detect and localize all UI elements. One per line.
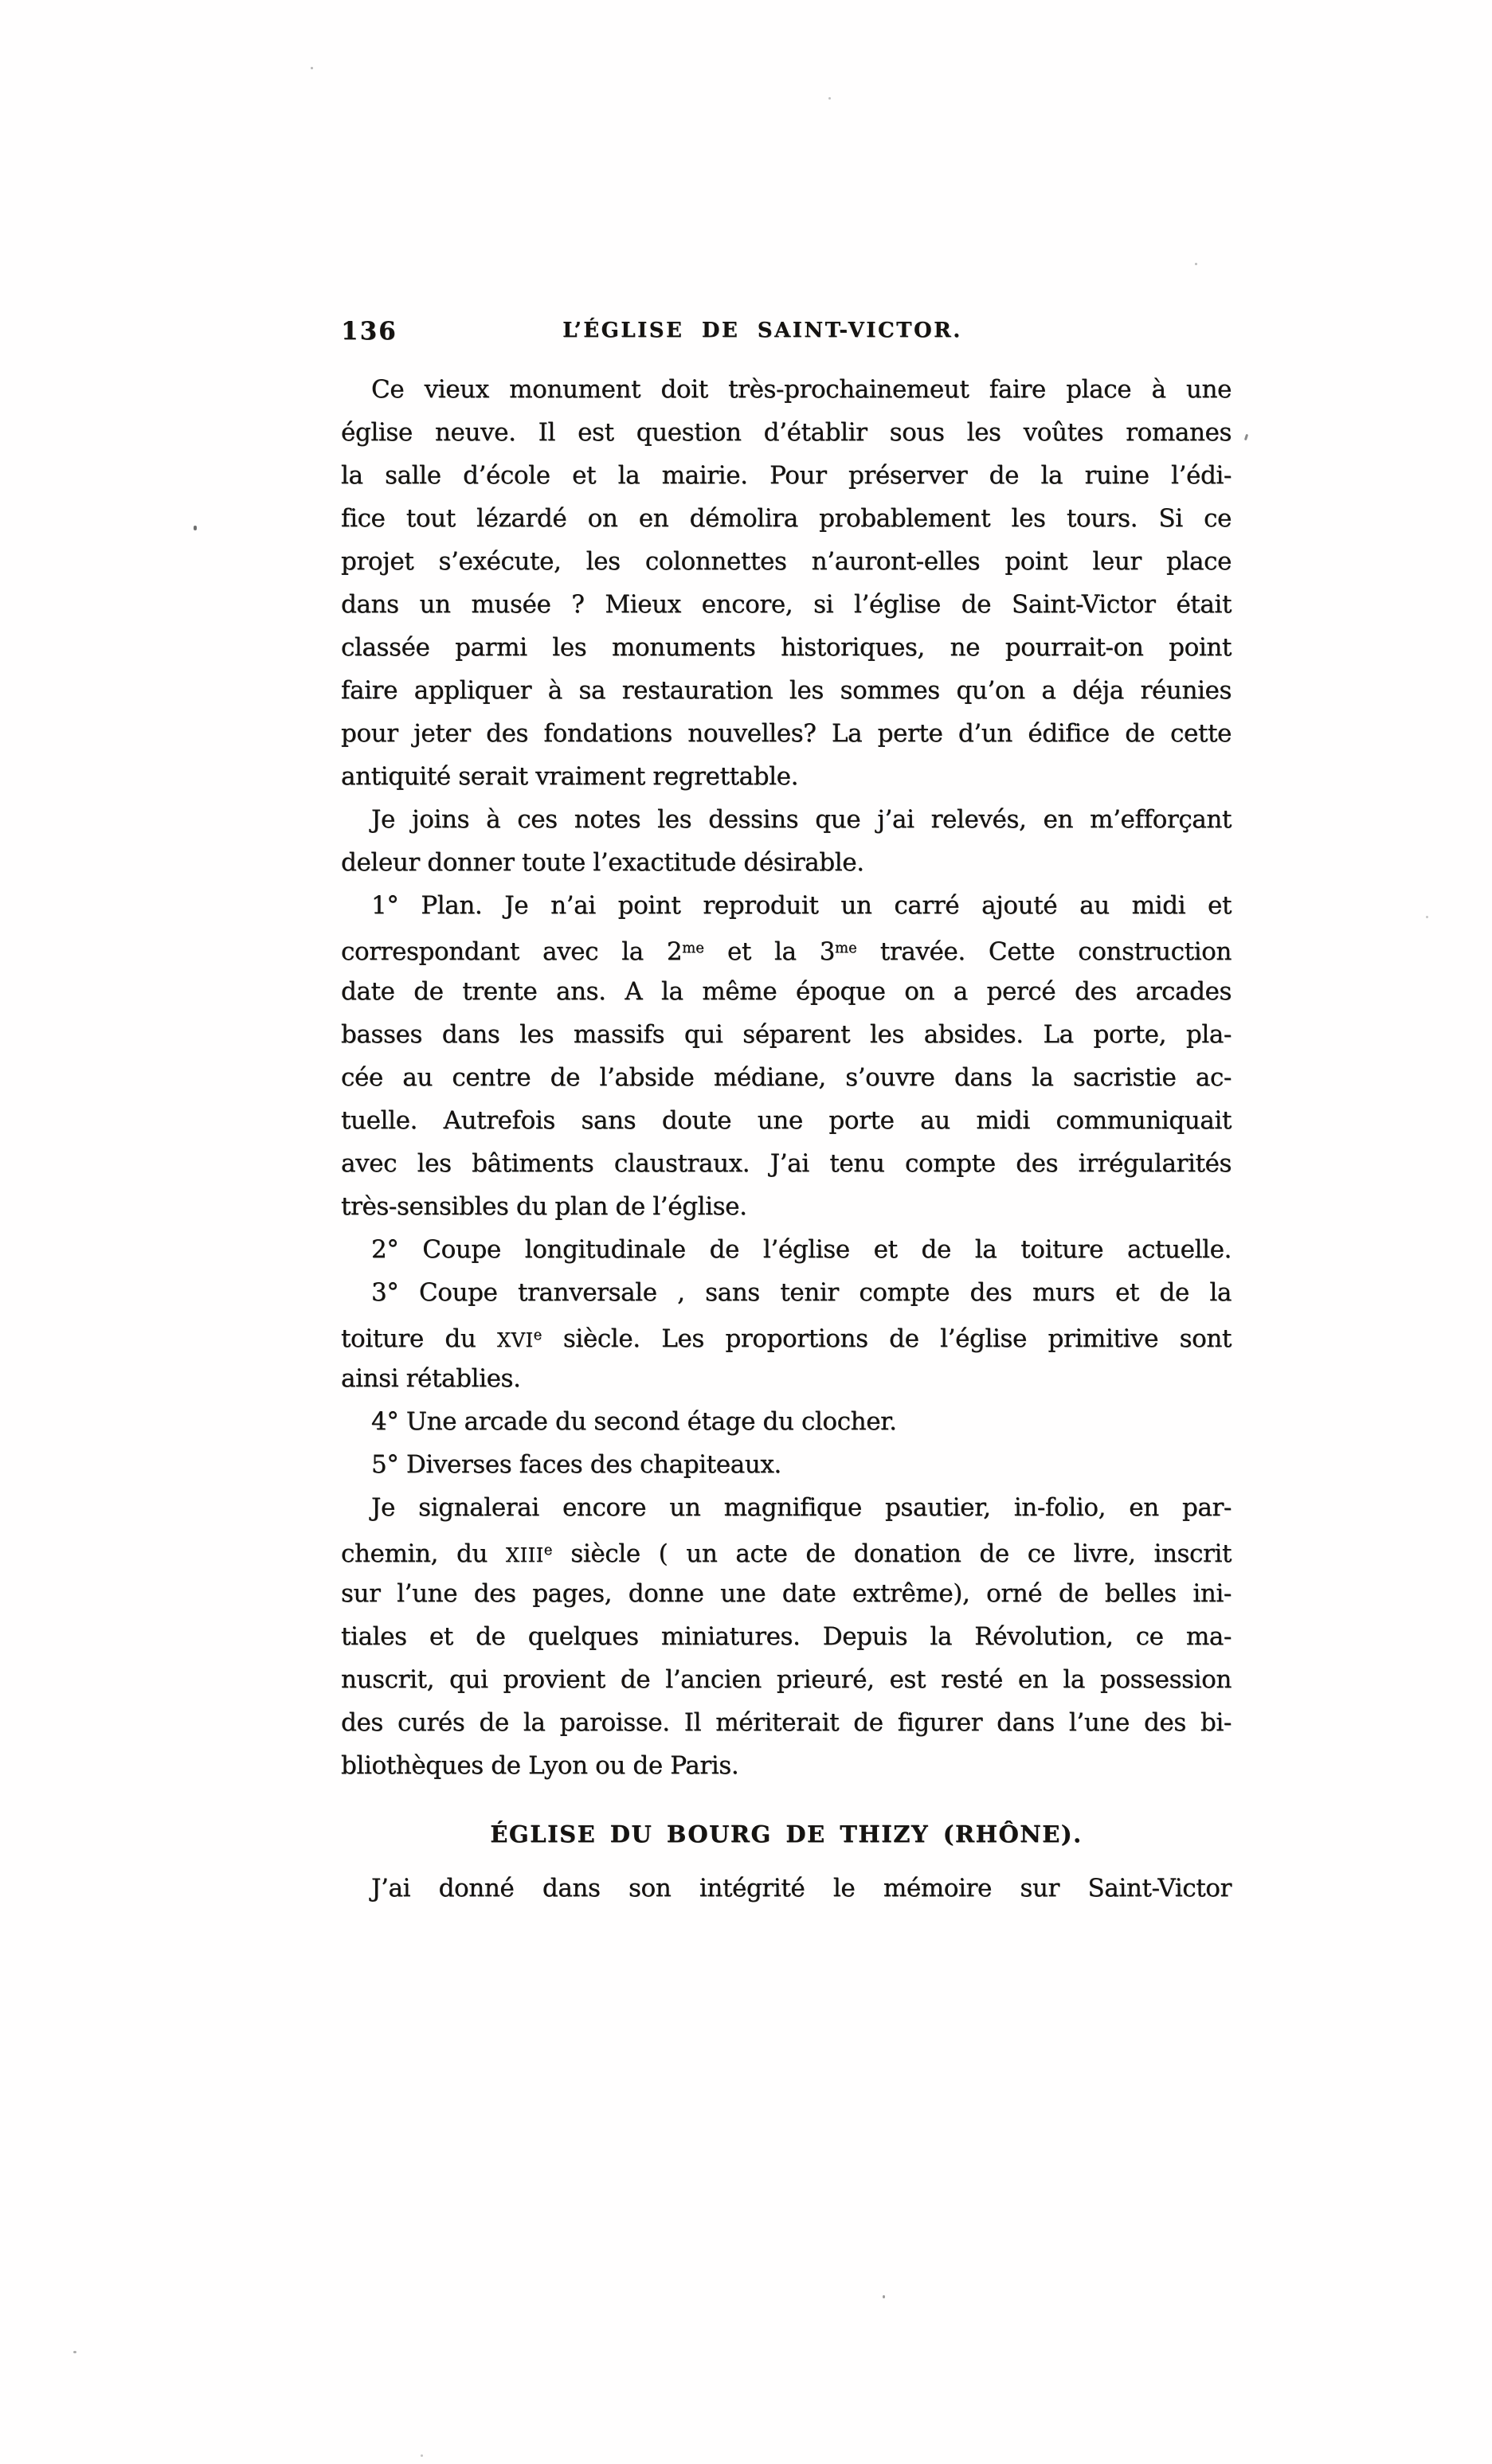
text-line bbox=[341, 1185, 1232, 1228]
text-segment: fice tout lézardé on en démolira probablement les tours. Si ce bbox=[341, 504, 1232, 533]
text-line bbox=[341, 1615, 1232, 1658]
text-line bbox=[341, 540, 1232, 583]
text-segment: et la 3 bbox=[703, 937, 836, 966]
text-line bbox=[341, 1228, 1232, 1271]
superscript: me bbox=[682, 940, 704, 956]
text-line bbox=[341, 1572, 1232, 1615]
scan-speck bbox=[311, 67, 313, 69]
text-line bbox=[341, 1099, 1232, 1142]
text-segment: siècle ( un acte de donation de ce livre, inscrit bbox=[552, 1539, 1232, 1568]
text-segment: 4° Une arcade du second étage du clocher. bbox=[371, 1407, 897, 1436]
text-line bbox=[341, 497, 1232, 540]
text-segment: Ce vieux monument doit très-prochainemeut faire place à une bbox=[371, 375, 1232, 404]
text-line bbox=[341, 712, 1232, 755]
scan-speck bbox=[421, 2454, 423, 2457]
text-segment: toiture du bbox=[341, 1324, 497, 1353]
text-segment: 2° Coupe longitudinale de l’église et de la toiture actuelle. bbox=[371, 1235, 1232, 1264]
text-line bbox=[341, 798, 1232, 841]
page-header bbox=[341, 315, 1232, 354]
text-line bbox=[341, 1701, 1232, 1744]
section-heading: ÉGLISE DU BOURG DE THIZY (RHÔNE). bbox=[490, 1821, 1083, 1848]
text-line bbox=[341, 1056, 1232, 1099]
text-segment: J’ai donné dans son intégrité le mémoire sur Saint-Victor bbox=[371, 1874, 1232, 1903]
superscript: me bbox=[835, 940, 857, 956]
text-line bbox=[341, 1400, 1232, 1443]
text-segment: église neuve. Il est question d’établir sous les voûtes romanes bbox=[341, 418, 1232, 447]
text-segment: date de trente ans. A la même époque on a percé des arcades bbox=[341, 977, 1232, 1006]
text-segment: siècle. Les proportions de l’église primitive sont bbox=[542, 1324, 1232, 1353]
text-line bbox=[341, 1142, 1232, 1185]
scan-speck bbox=[883, 2295, 885, 2298]
text-line bbox=[341, 368, 1232, 411]
text-segment: projet s’exécute, les colonnettes n’auront-elles point leur place bbox=[341, 547, 1232, 576]
text-segment: travée. Cette construction bbox=[856, 937, 1232, 966]
text-line bbox=[341, 927, 1232, 970]
page-number: 136 bbox=[341, 317, 397, 346]
text-segment: cée au centre de l’abside médiane, s’ouvre dans la sacristie ac- bbox=[341, 1063, 1232, 1092]
text-line bbox=[341, 1271, 1232, 1314]
text-line bbox=[341, 1744, 1232, 1787]
text-segment: tiales et de quelques miniatures. Depuis la Révolution, ce ma- bbox=[341, 1622, 1232, 1651]
text-segment: chemin, du bbox=[341, 1539, 506, 1568]
text-segment: antiquité serait vraiment regrettable. bbox=[341, 762, 799, 791]
scan-speck bbox=[194, 526, 197, 530]
text-segment: Je signalerai encore un magnifique psautier, in-folio, en par- bbox=[371, 1493, 1232, 1522]
text-segment: 3° Coupe tranversale , sans tenir compte des murs et de la bbox=[371, 1278, 1232, 1307]
text-block bbox=[341, 368, 1232, 1910]
text-segment: avec les bâtiments claustraux. J’ai tenu compte des irrégularités bbox=[341, 1149, 1232, 1178]
text-segment: correspondant avec la 2 bbox=[341, 937, 683, 966]
text-line bbox=[341, 841, 1232, 884]
text-segment: tuelle. Autrefois sans doute une porte au midi communiquait bbox=[341, 1106, 1232, 1135]
scan-speck bbox=[73, 2351, 76, 2353]
text-line bbox=[341, 1357, 1232, 1400]
text-segment: la salle d’école et la mairie. Pour préserver de la ruine l’édi- bbox=[341, 461, 1232, 490]
text-segment: très-sensibles du plan de l’église. bbox=[341, 1192, 747, 1221]
text-segment: Je joins à ces notes les dessins que j’ai relevés, en m’efforçant bbox=[371, 805, 1232, 834]
text-segment: deleur donner toute l’exactitude désirable. bbox=[341, 848, 864, 877]
scan-speck bbox=[1426, 916, 1428, 918]
text-line bbox=[341, 411, 1232, 454]
text-line bbox=[341, 755, 1232, 798]
text-line bbox=[341, 1486, 1232, 1529]
text-segment: nuscrit, qui provient de l’ancien prieuré, est resté en la possession bbox=[341, 1665, 1232, 1694]
text-line bbox=[341, 583, 1232, 626]
scan-speck bbox=[1195, 263, 1197, 265]
text-segment: faire appliquer à sa restauration les sommes qu’on a déja réunies bbox=[341, 676, 1232, 705]
scan-speck bbox=[1244, 434, 1248, 441]
text-line bbox=[341, 1529, 1232, 1572]
text-segment: 5° Diverses faces des chapiteaux. bbox=[371, 1450, 781, 1479]
small-caps: XIII bbox=[505, 1543, 544, 1566]
text-line bbox=[341, 884, 1232, 927]
running-title: L’ÉGLISE DE SAINT-VICTOR. bbox=[562, 319, 962, 342]
text-line bbox=[341, 1867, 1232, 1910]
text-line bbox=[341, 454, 1232, 497]
text-segment: ainsi rétablies. bbox=[341, 1364, 521, 1393]
text-segment: dans un musée ? Mieux encore, si l’église de Saint-Victor était bbox=[341, 590, 1232, 619]
text-segment: bliothèques de Lyon ou de Paris. bbox=[341, 1751, 739, 1780]
text-line bbox=[341, 1314, 1232, 1357]
text-line bbox=[341, 669, 1232, 712]
text-segment: sur l’une des pages, donne une date extrême), orné de belles ini- bbox=[341, 1579, 1232, 1608]
text-line bbox=[341, 970, 1232, 1013]
superscript: e bbox=[533, 1327, 542, 1343]
text-line bbox=[341, 1013, 1232, 1056]
scan-speck bbox=[828, 97, 831, 100]
text-line bbox=[341, 1443, 1232, 1486]
text-line bbox=[341, 626, 1232, 669]
text-segment: classée parmi les monuments historiques, ne pourrait-on point bbox=[341, 633, 1232, 662]
superscript: e bbox=[543, 1542, 553, 1559]
text-segment: 1° Plan. Je n’ai point reproduit un carré ajouté au midi et bbox=[371, 891, 1232, 920]
text-line bbox=[341, 1658, 1232, 1701]
text-segment: pour jeter des fondations nouvelles? La perte d’un édifice de cette bbox=[341, 719, 1232, 748]
text-segment: des curés de la paroisse. Il mériterait de figurer dans l’une des bi- bbox=[341, 1708, 1232, 1737]
text-segment: basses dans les massifs qui séparent les absides. La porte, pla- bbox=[341, 1020, 1232, 1049]
small-caps: XVI bbox=[496, 1328, 534, 1351]
